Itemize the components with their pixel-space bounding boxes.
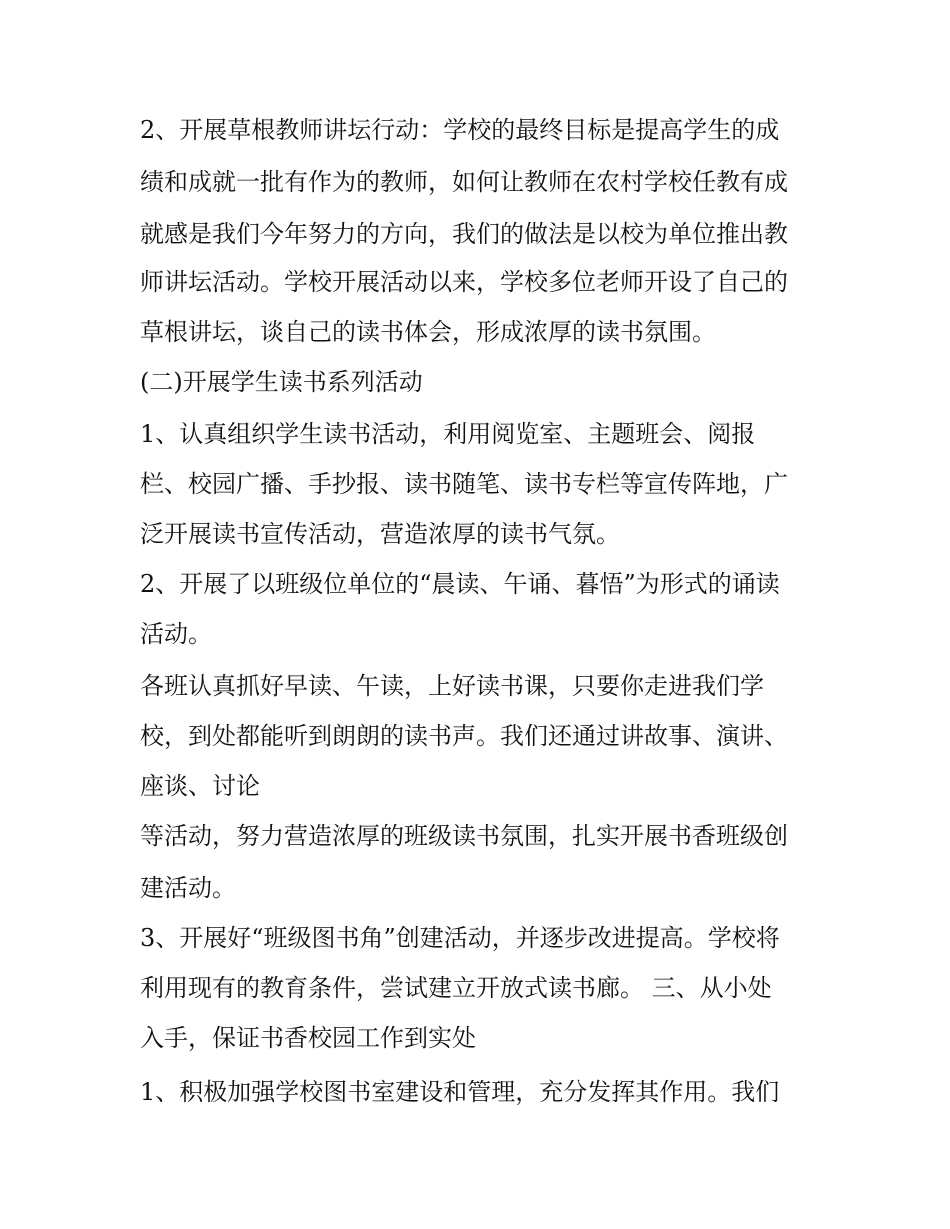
text-line: 泛开展读书宣传活动，营造浓厚的读书气氛。 [140,520,620,548]
section-heading: (二)开展学生读书系列活动 [140,368,423,396]
text-line: 2、开展了以班级位单位的“晨读、午诵、暮悟”为形式的诵读 [140,570,780,598]
text-line: 等活动，努力营造浓厚的班级读书氛围，扎实开展书香班级创 [140,822,788,850]
text-line: 1、积极加强学校图书室建设和管理，充分发挥其作用。我们 [140,1078,780,1106]
text-line: 草根讲坛，谈自己的读书体会，形成浓厚的读书氛围。 [140,318,716,346]
text-line: 绩和成就一批有作为的教师，如何让教师在农村学校任教有成 [140,168,788,196]
text-line: 就感是我们今年努力的方向，我们的做法是以校为单位推出教 [140,220,788,248]
text-line: 师讲坛活动。学校开展活动以来，学校多位老师开设了自己的 [140,268,788,296]
text-line: 校，到处都能听到朗朗的读书声。我们还通过讲故事、演讲、 [140,722,788,750]
text-line: 利用现有的教育条件，尝试建立开放式读书廊。 三、从小处 [140,974,772,1002]
text-line: 建活动。 [140,874,236,902]
text-line: 栏、校园广播、手抄报、读书随笔、读书专栏等宣传阵地，广 [140,470,788,498]
text-line: 各班认真抓好早读、午读，上好读书课，只要你走进我们学 [140,672,764,700]
text-line: 2、开展草根教师讲坛行动：学校的最终目标是提高学生的成 [140,116,780,144]
text-line: 入手，保证书香校园工作到实处 [140,1024,476,1052]
text-line: 活动。 [140,620,212,648]
text-line: 座谈、讨论 [140,772,260,800]
text-line: 1、认真组织学生读书活动，利用阅览室、主题班会、阅报 [140,420,756,448]
text-line: 3、开展好“班级图书角”创建活动，并逐步改进提高。学校将 [140,924,780,952]
